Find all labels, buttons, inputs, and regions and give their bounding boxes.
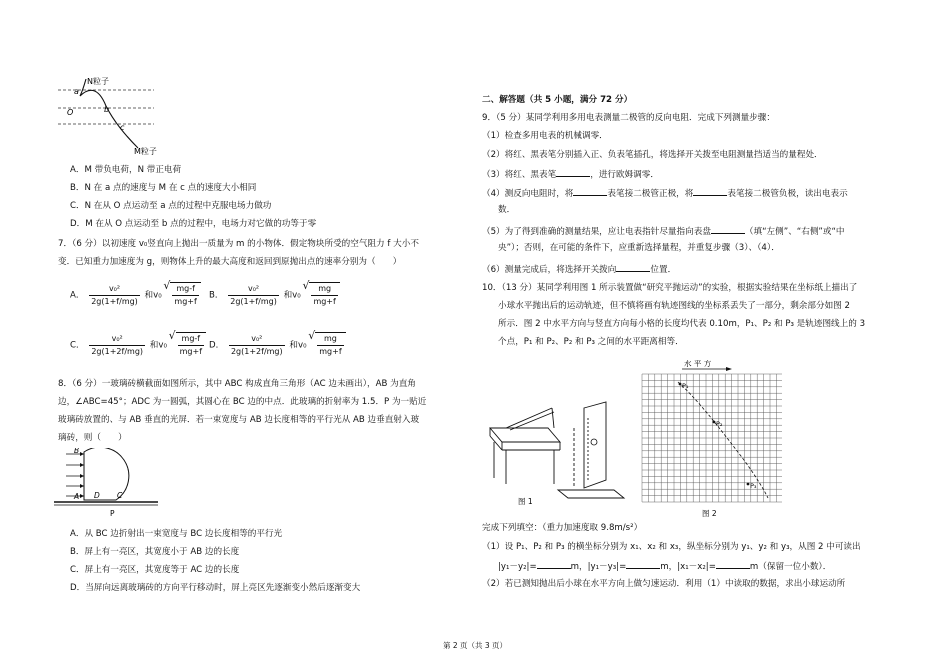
page-footer: 第 2 页（共 3 页）: [442, 641, 508, 650]
svg-text:O: O: [67, 108, 74, 117]
glass-brick-figure: [54, 448, 164, 520]
svg-text:P: P: [110, 509, 115, 518]
q9-step2: （2）将红、黑表笔分别插入正、负表笔插孔，将选择开关拨至电阻测量挡适当的量程处．: [482, 150, 823, 160]
blank-3[interactable]: [556, 167, 590, 177]
q9-step1: （1）检查多用电表的机械调零．: [482, 131, 608, 141]
svg-text:A: A: [74, 492, 80, 501]
apparatus-figure: [488, 398, 628, 506]
q10-stem-line4: 个点，P₁ 和 P₂、P₂ 和 P₃ 之间的水平距离相等．: [498, 337, 684, 347]
q8-stem-line2: 边，∠ABC=45°；ADC 为一圆弧，其圆心在 BC 边的中点．此玻璃的折射率为 1.5．P 为一贴近: [58, 397, 427, 407]
q10-task1: （1）设 P₁、P₂ 和 P₃ 的横坐标分别为 x₁、x₂ 和 x₃，纵坐标分别为 y₁、y₂ 和 y₃，从图 2 中可读出: [482, 542, 861, 552]
q7-option-a: A． $\frac{\text{v₀²}}{2g(1+f/mg)}$ 和v₀ √ $\frac{mg-f}{mg+f}$: [70, 282, 201, 308]
m-particle-label: M粒子: [134, 147, 157, 156]
blank-4b[interactable]: [693, 186, 727, 196]
q10-task2: （2）若已测知抛出后小球在水平方向上做匀速运动．利用（1）中读取的数据，求出小球运动所: [482, 579, 846, 589]
q8-option-d: D．当屏向远离玻璃砖的方向平行移动时，屏上亮区先逐渐变小然后逐渐变大: [70, 583, 361, 593]
svg-text:D: D: [94, 491, 100, 500]
blank-4a[interactable]: [573, 186, 607, 196]
q6-option-c: C．N 在从 O 点运动至 a 点的过程中克服电场力做功: [70, 201, 272, 211]
q10-stem-line1: 10．（13 分）某同学利用图 1 所示装置做“研究平抛运动”的实验，根据实验结果在坐标纸上描出了: [482, 283, 858, 293]
q9-step5-cont: 央”）；否则，在可能的条件下，应重新选择量程，并重复步骤（3）、（4）．: [498, 243, 780, 253]
svg-text:a: a: [74, 87, 79, 96]
q7-option-c: C． $\frac{\text{v₀²}}{2g(1+2f/mg)}$ 和v₀ √ $\frac{mg-f}{mg+f}$: [70, 332, 206, 358]
q8-stem-line4: 璃砖，则（ ）: [58, 433, 127, 443]
blank-x1x2[interactable]: [716, 559, 750, 569]
svg-text:P₂: P₂: [716, 420, 723, 428]
q6-option-a: A．M 带负电荷，N 带正电荷: [70, 165, 182, 175]
q6-option-b: B．N 在 a 点的速度与 M 在 c 点的速度大小相同: [70, 183, 257, 193]
q9-step6: （6）测量完成后，将选择开关拨向 位置．: [482, 262, 676, 276]
svg-text:B: B: [74, 448, 80, 455]
q8-option-b: B．屏上有一亮区，其宽度小于 AB 边的长度: [70, 547, 240, 557]
q10-task: 完成下列填空：（重力加速度取 9.8m/s²）: [482, 523, 643, 533]
q7-stem-line2: 变．已知重力加速度为 g，则物体上升的最大高度和返回到原抛出点的速率分别为（ ）: [58, 257, 402, 267]
q8-stem-line1: 8．（6 分）一玻璃砖横截面如图所示，其中 ABC 构成直角三角形（AC 边未画出），AB 为直角: [58, 379, 416, 389]
q7-option-d: D． $\frac{\text{v₀²}}{2g(1+2f/mg)}$ 和v₀ √ $\frac{mg}{mg+f}$: [209, 332, 346, 358]
q8-stem-line3: 玻璃砖放置的、与 AB 垂直的光屏．若一束宽度与 AB 边长度相等的平行光从 AB 边垂直射入玻: [58, 415, 420, 425]
q7-option-b: B． $\frac{\text{v₀²}}{2g(1+f/mg)}$ 和v₀ √ $\frac{mg}{mg+f}$: [209, 282, 340, 308]
q6-option-d: D．M 在从 O 点运动至 b 点的过程中，电场力对它做的功等于零: [70, 219, 317, 229]
q10-task1-blanks: |y₁－y₂|= m，|y₁－y₃|= m，|x₁－x₂|= m（保留一位小数）．: [498, 559, 831, 573]
fig1-caption: 图 1: [518, 497, 533, 506]
horizontal-direction-label: 水 平 方: [684, 360, 712, 368]
svg-text:b: b: [104, 105, 110, 114]
q9-step4: （4）测反向电阻时，将 表笔接二极管正极，将 表笔接二极管负极，读出电表示: [482, 186, 848, 200]
trajectory-grid-figure: [632, 360, 792, 518]
q9-stem: 9．（5 分）某同学利用多用电表测量二极管的反向电阻．完成下列测量步骤：: [482, 113, 775, 123]
q8-option-c: C．屏上有一亮区，其宽度等于 AC 边的长度: [70, 565, 240, 575]
q10-stem-line3: 所示．图 2 中水平方向与竖直方向每小格的长度均代表 0.10m，P₁、P₂ 和 P₃ 是轨迹图线上的 3: [498, 319, 866, 329]
svg-text:P₃: P₃: [750, 482, 757, 490]
blank-y1y2[interactable]: [537, 559, 571, 569]
svg-text:P₁: P₁: [682, 382, 689, 390]
blank-y1y3[interactable]: [626, 559, 660, 569]
svg-text:C: C: [117, 491, 123, 500]
q9-step3: （3）将红、黑表笔 ，进行欧姆调零．: [482, 167, 659, 181]
n-particle-label: N粒子: [87, 77, 109, 86]
blank-5[interactable]: [711, 224, 745, 234]
q10-stem-line2: 小球水平抛出后的运动轨迹，但不慎将画有轨迹图线的坐标系丢失了一部分，剩余部分如图 2: [498, 301, 850, 311]
fig2-caption: 图 2: [702, 509, 717, 518]
q8-option-a: A．从 BC 边折射出一束宽度与 BC 边长度相等的平行光: [70, 529, 283, 539]
q9-step5: （5）为了得到准确的测量结果，应让电表指针尽量指向表盘 （填“左侧”、“右侧”或“中: [482, 224, 845, 238]
svg-text:c: c: [120, 123, 125, 132]
blank-6[interactable]: [616, 262, 650, 272]
particle-trajectory-figure: [54, 76, 164, 156]
q9-step4-cont: 数．: [498, 205, 516, 215]
section-heading: 二、解答题（共 5 小题，满分 72 分）: [482, 95, 633, 105]
q7-stem-line1: 7．（6 分）以初速度 v₀竖直向上抛出一质量为 m 的小物体．假定物块所受的空气阻力 f 大小不: [58, 239, 419, 249]
